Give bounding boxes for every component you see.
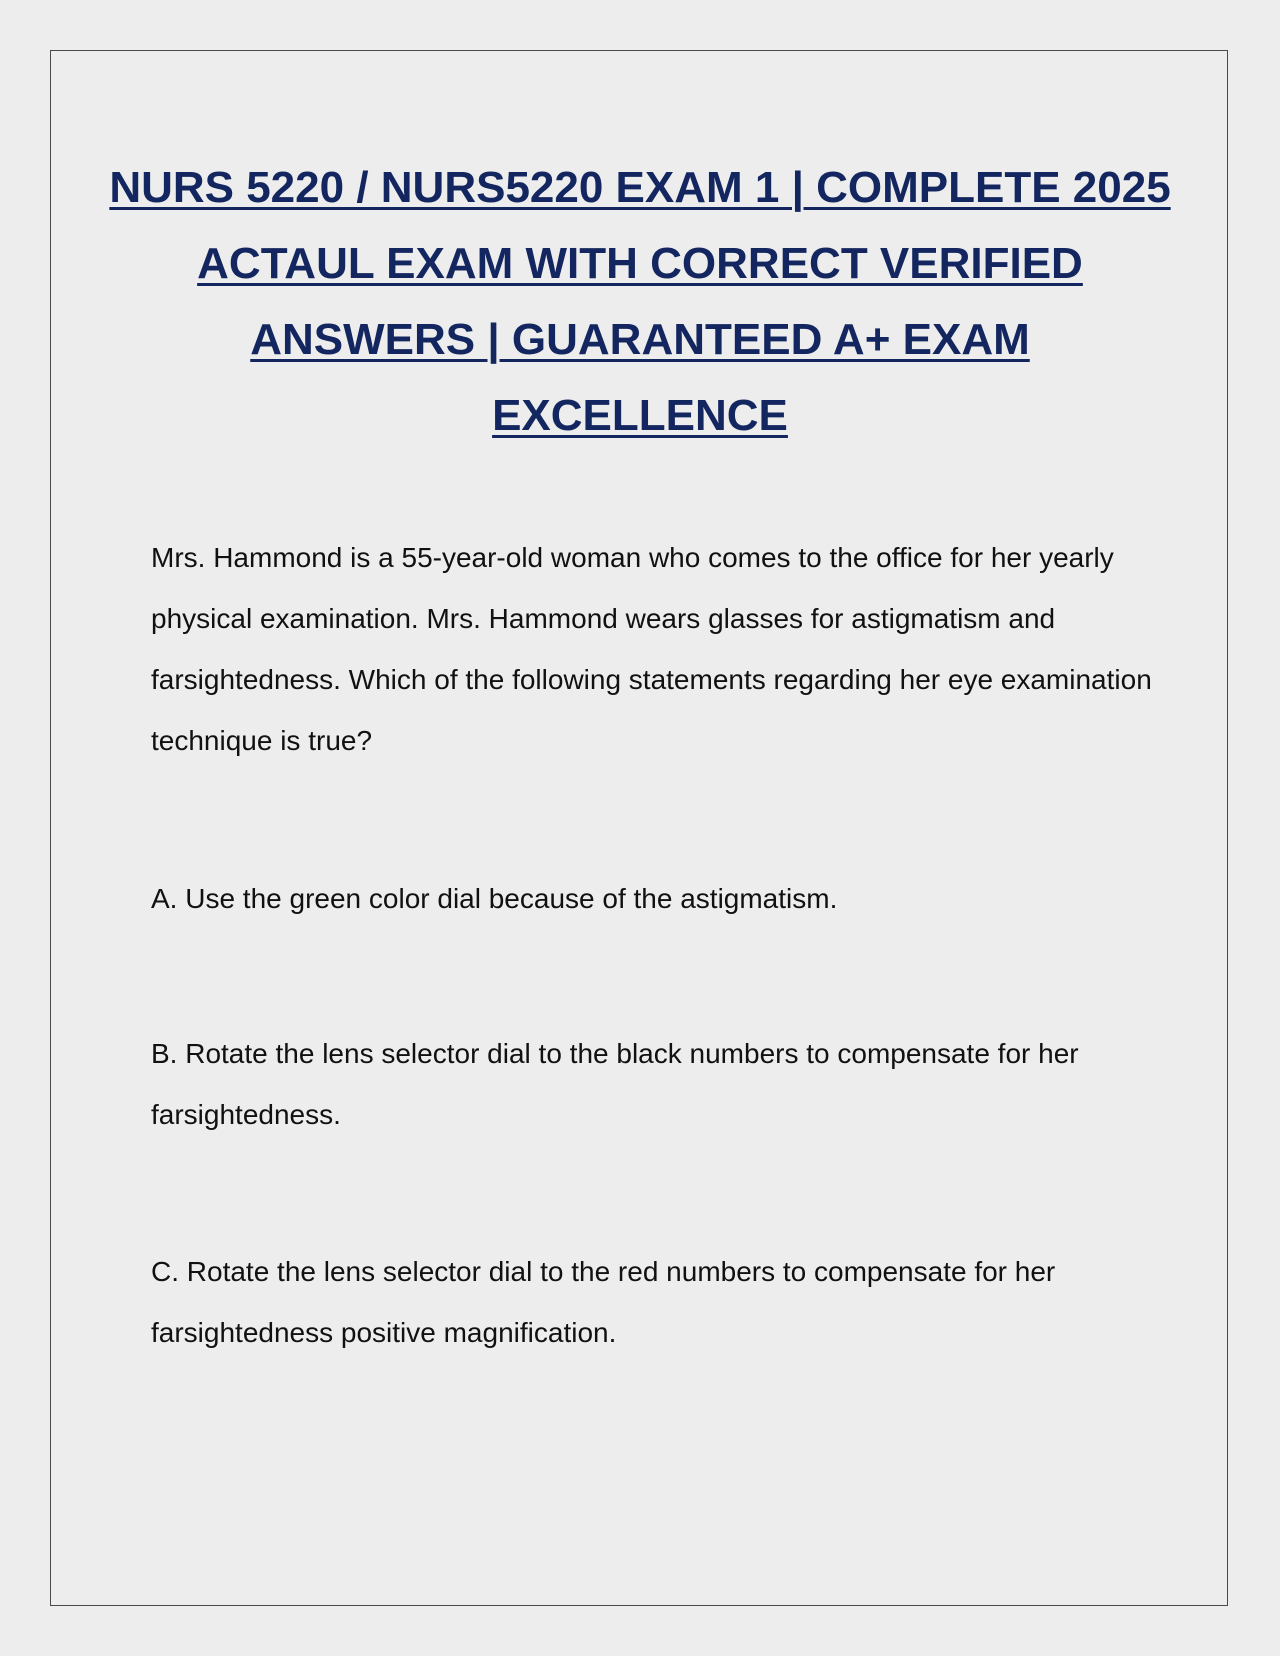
- answer-option-c: C. Rotate the lens selector dial to the red numbers to compensate for her farsightedness positive magnification.: [151, 1256, 1056, 1348]
- document-title-text: NURS 5220 / NURS5220 EXAM 1 | COMPLETE 2025 ACTAUL EXAM WITH CORRECT VERIFIED ANSWERS | GUARANTEED A+ EXAM EXCELLENCE: [109, 163, 1171, 440]
- question-text: Mrs. Hammond is a 55-year-old woman who comes to the office for her yearly physical examination. Mrs. Hammond wears glasses for astigmatism and farsightedness. Which of the following statements regarding her eye examination technique is true?: [151, 542, 1152, 756]
- answer-option-b: B. Rotate the lens selector dial to the black numbers to compensate for her farsightedness.: [151, 1038, 1079, 1130]
- document-title: [100, 150, 1180, 454]
- answer-option-a: A. Use the green color dial because of the astigmatism.: [151, 883, 838, 914]
